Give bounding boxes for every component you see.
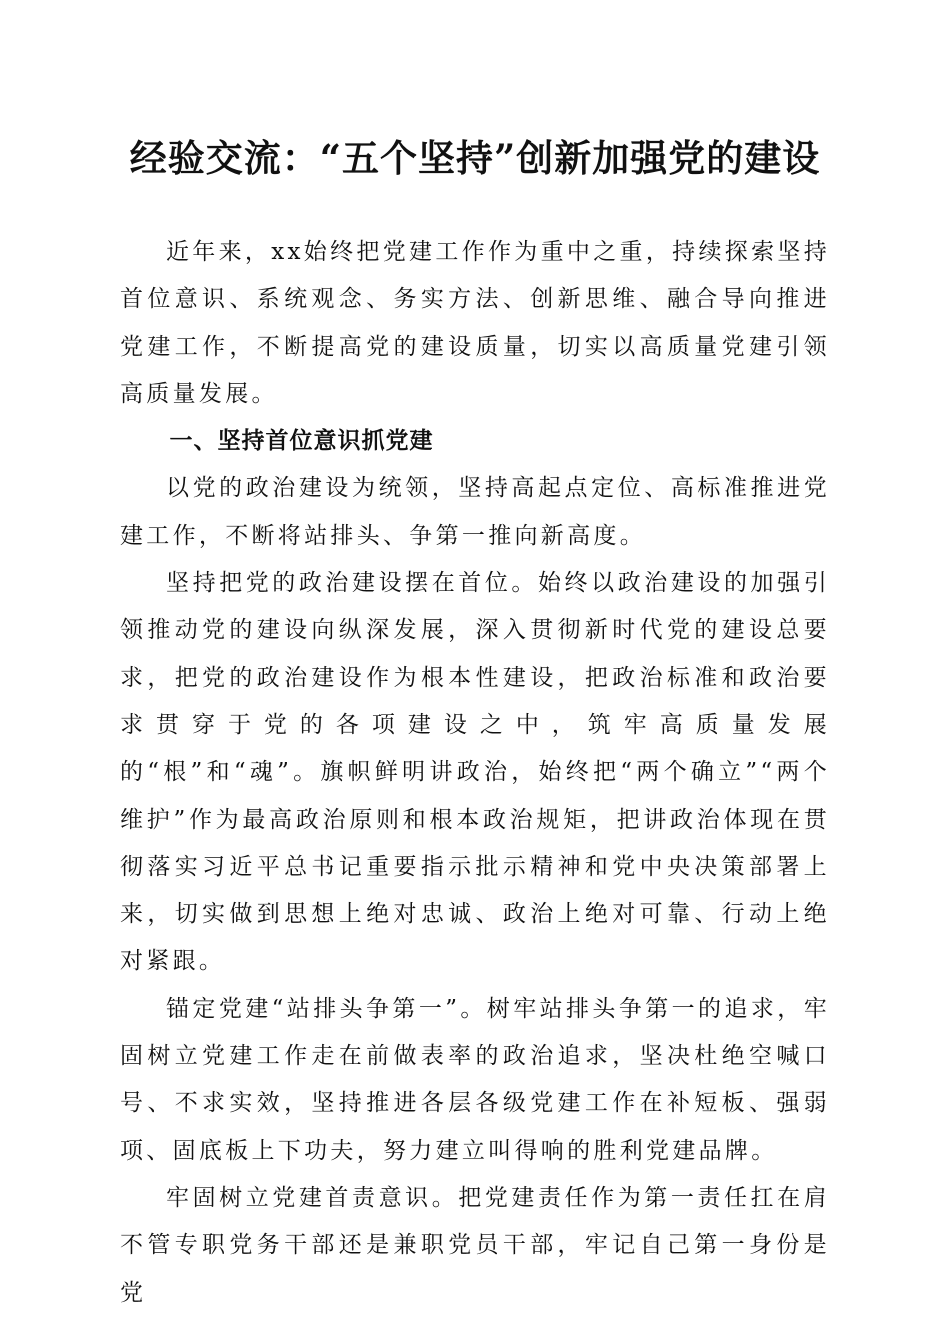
lead-first-paragraph: 锚定党建“站排头争第一”。树牢站排头争第一的追求，牢固树立党建工作走在前做表率的政治追求，坚决杜绝空喊口号、不求实效，坚持推进各层各级党建工作在补短板、强弱项、固底板上下功夫，努力建立叫得响的胜利党建品牌。 [120,995,830,1164]
section-heading-1: 一、坚持首位意识抓党建 [169,428,434,455]
document-title: 经验交流：“五个坚持”创新加强党的建设 [129,136,821,180]
section-1-summary-paragraph: 以党的政治建设为统领，坚持高起点定位、高标准推进党建工作，不断将站排头、争第一推向新高度。 [120,475,830,549]
political-building-paragraph: 坚持把党的政治建设摆在首位。始终以政治建设的加强引领推动党的建设向纵深发展，深入贯彻新时代党的建设总要求，把党的政治建设作为根本性建设，把政治标准和政治要求贯穿于党的各项建设之中，筑牢高质量发展的“根”和“魂”。旗帜鲜明讲政治，始终把“两个确立”“两个维护”作为最高政治原则和根本政治规矩，把讲政治体现在贯彻落实习近平总书记重要指示批示精神和党中央决策部署上来，切实做到思想上绝对忠诚、政治上绝对可靠、行动上绝对紧跟。 [120,570,830,975]
intro-paragraph: 近年来，xx始终把党建工作作为重中之重，持续探索坚持首位意识、系统观念、务实方法、创新思维、融合导向推进党建工作，不断提高党的建设质量，切实以高质量党建引领高质量发展。 [120,239,830,407]
primary-responsibility-paragraph: 牢固树立党建首责意识。把党建责任作为第一责任扛在肩不管专职党务干部还是兼职党员干部，牢记自己第一身份是党 [120,1184,830,1306]
document-body [120,229,830,1317]
